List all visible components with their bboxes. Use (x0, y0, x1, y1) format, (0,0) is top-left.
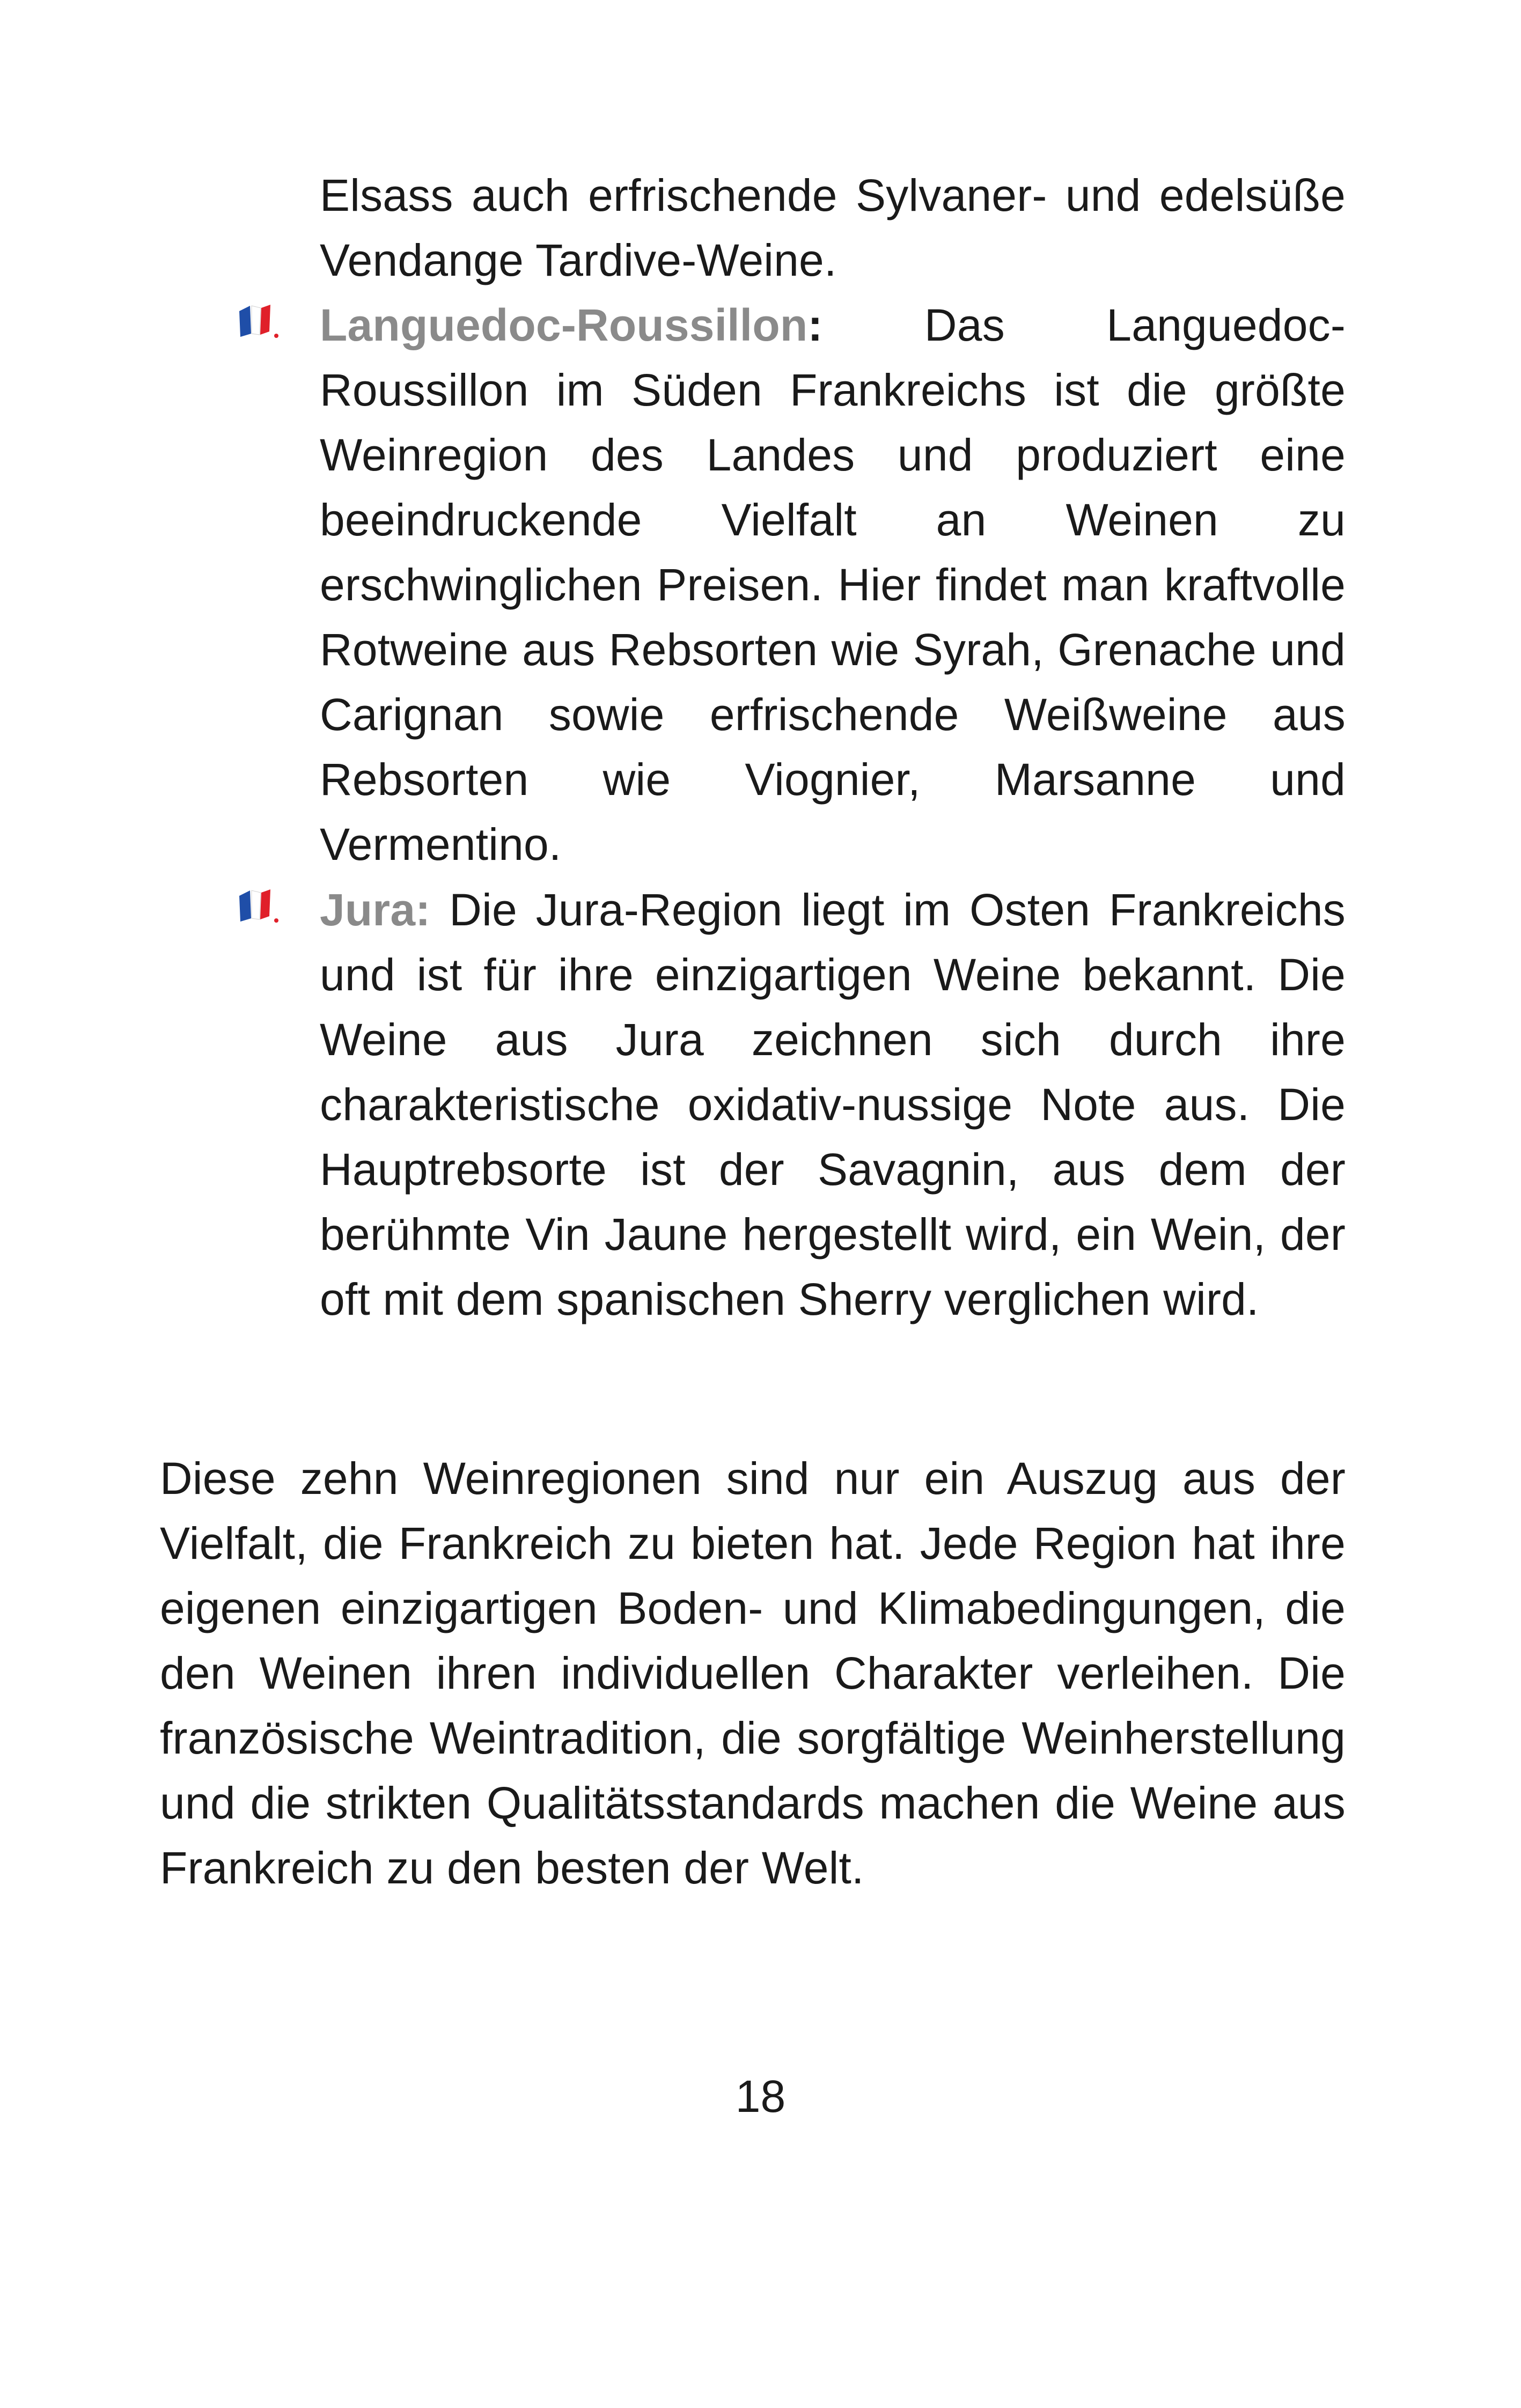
region-description: Die Jura-Region liegt im Osten Frankreichs und ist für ihre einzigartigen Weine bekannt. Die Weine aus Jura zeichnen sich durch ihre charakteristische oxidativ-nussige Note aus. Die Hauptrebsorte ist der Savagnin, aus dem der berühmte Vin Jaune hergestellt wird, ein Wein, der oft mit dem spanischen Sherry verglichen wird. (320, 885, 1346, 1324)
region-description: Das Languedoc-Roussillon im Süden Frankreichs ist die größte Weinregion des Landes und produziert eine beeindruckende Vielfalt an Weinen zu erschwinglichen Preisen. Hier findet man kraftvolle Rotweine aus Rebsorten wie Syrah, Grenache und Carignan sowie erfrischende Weißweine aus Rebsorten wie Viognier, Marsanne und Vermentino. (320, 300, 1346, 870)
region-separator: : (807, 300, 823, 350)
list-item-continuation (320, 163, 1346, 293)
list-item-jura (320, 878, 1346, 1332)
france-flag-icon (234, 300, 282, 343)
continuation-text: Elsass auch erfrischende Sylvaner- und edelsüße Vendange Tardive-Weine. (320, 170, 1346, 285)
closing-paragraph: Diese zehn Weinregionen sind nur ein Auszug aus der Vielfalt, die Frankreich zu bieten hat. Jede Region hat ihre eigenen einzigartigen Boden- und Klimabedingungen, die den Weinen ihren individuellen Charakter verleihen. Die französische Weintradition, die sorgfältige Weinherstellung und die strikten Qualitätsstandards machen die Weine aus Frankreich zu den besten der Welt. (160, 1453, 1346, 1893)
page-number: 18 (735, 2071, 786, 2122)
region-name: Jura: (320, 885, 431, 935)
region-name: Languedoc-Roussillon (320, 300, 808, 350)
france-flag-icon (234, 885, 282, 928)
list-item-languedoc-roussillon (320, 293, 1346, 877)
